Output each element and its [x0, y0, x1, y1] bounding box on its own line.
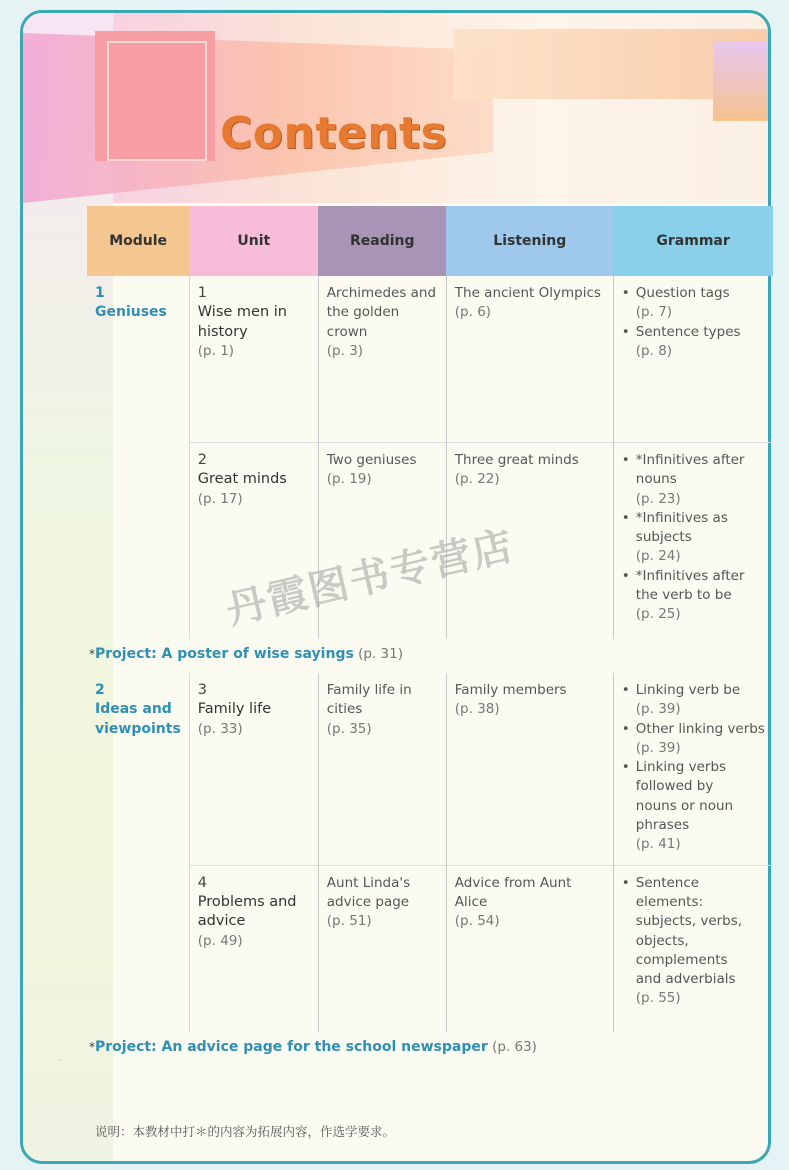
grammar-item: • *Infinitives as subjects (p. 24): [622, 509, 754, 567]
header-listening: Listening: [446, 206, 613, 276]
unit-title: Family life: [197, 701, 272, 718]
listening-title: The ancient Olympics: [454, 285, 601, 301]
grammar-item: • *Infinitives after nouns (p. 23): [622, 451, 754, 509]
unit-page: (p. 49): [197, 932, 243, 949]
project-star: *: [89, 1039, 95, 1054]
grammar-item: • Sentence elements: subjects, verbs, objects, complements and adverbials (p. 55): [622, 874, 746, 1009]
header-row: [87, 206, 773, 276]
reading-page: (p. 19): [326, 471, 372, 488]
listening-page: (p. 38): [454, 701, 500, 718]
reading-page: (p. 35): [326, 720, 372, 737]
project-cell: [87, 1032, 773, 1066]
listening-page: (p. 22): [454, 471, 500, 488]
contents-table: [87, 206, 773, 1066]
project-page: (p. 31): [358, 646, 403, 662]
unit-page: (p. 1): [197, 342, 235, 359]
project-row: [87, 639, 773, 673]
grammar-cell: [613, 276, 773, 443]
unit-title: Wise men in history: [197, 304, 287, 340]
project-page: (p. 63): [492, 1038, 537, 1055]
reading-title: Two geniuses: [326, 452, 417, 468]
module-cell: [87, 276, 189, 639]
grammar-item: • Linking verbs followed by nouns or noun phrases (p. 41): [622, 758, 754, 854]
decorative-band: [713, 41, 768, 121]
module-number: 2: [95, 682, 105, 698]
listening-cell: [446, 276, 613, 443]
reading-cell: [318, 865, 446, 1032]
module-cell: [87, 673, 189, 1032]
reading-page: (p. 3): [326, 342, 364, 359]
unit-title: Problems and advice: [197, 893, 297, 930]
grammar-item: • Linking verb be (p. 39): [622, 681, 765, 720]
project-star: *: [89, 647, 95, 661]
project-label: Project: A poster of wise sayings: [95, 646, 354, 662]
header-grammar: Grammar: [613, 206, 773, 276]
reading-cell: [318, 673, 446, 865]
listening-title: Advice from Aunt Alice: [454, 874, 572, 910]
project-row: [87, 1032, 773, 1066]
reading-page: (p. 51): [326, 913, 372, 930]
unit-number: 2: [197, 452, 208, 468]
page-title: Contents: [220, 108, 448, 159]
grammar-cell: [613, 865, 773, 1032]
unit-title: Great minds: [197, 471, 287, 488]
unit-cell: [189, 865, 318, 1032]
reading-title: Aunt Linda's advice page: [326, 874, 411, 910]
listening-title: Family members: [454, 682, 567, 698]
listening-page: (p. 6): [454, 304, 492, 321]
unit-cell: [189, 276, 318, 443]
unit-number: 1: [197, 285, 208, 301]
listening-page: (p. 54): [454, 913, 500, 930]
grammar-item: • *Infinitives after the verb to be (p. 25): [622, 567, 754, 625]
listening-cell: [446, 673, 613, 865]
header-reading: Reading: [318, 206, 446, 276]
footnote: 说明：本教材中打＊的内容为拓展内容，作选学要求。: [95, 1124, 396, 1139]
grammar-cell: [613, 673, 773, 865]
unit-page: (p. 17): [197, 490, 243, 507]
grammar-item: • Question tags (p. 7): [622, 284, 765, 323]
project-cell: [87, 639, 773, 673]
unit-page: (p. 33): [197, 720, 243, 737]
speck: ·: [58, 1056, 62, 1067]
project-label: Project: An advice page for the school newspaper: [95, 1038, 488, 1055]
module-name: Ideas and viewpoints: [95, 701, 181, 737]
table-row: [87, 673, 773, 865]
listening-title: Three great minds: [454, 452, 579, 468]
grammar-item: • Other linking verbs (p. 39): [622, 720, 765, 759]
header-module: Module: [87, 206, 189, 276]
header-unit: Unit: [189, 206, 318, 276]
reading-title: Archimedes and the golden crown: [326, 285, 437, 340]
grammar-item: • Sentence types (p. 8): [622, 323, 765, 362]
reading-cell: [318, 276, 446, 443]
reading-title: Family life in cities: [326, 682, 412, 718]
watermark: 丹霞图书专营店: [222, 522, 519, 634]
unit-number: 3: [197, 682, 208, 698]
listening-cell: [446, 865, 613, 1032]
grammar-cell: [613, 443, 773, 640]
module-number: 1: [95, 285, 105, 301]
unit-cell: [189, 673, 318, 865]
table-row: [87, 865, 773, 1032]
module-name: Geniuses: [95, 304, 167, 321]
table-row: [87, 276, 773, 443]
unit-number: 4: [197, 874, 208, 891]
decorative-square-outline: [107, 41, 207, 161]
